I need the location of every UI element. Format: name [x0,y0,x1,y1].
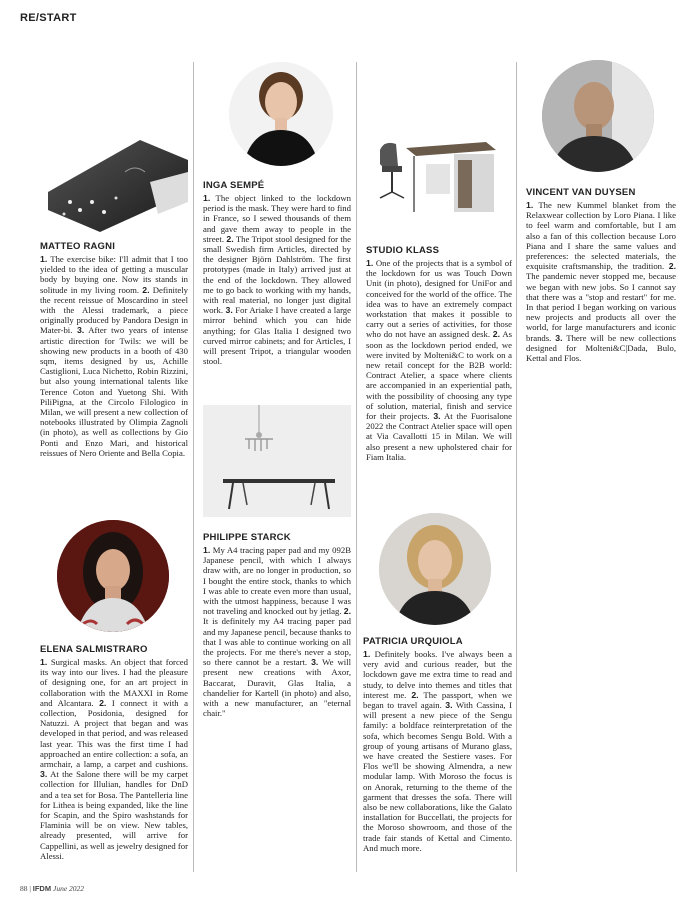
desk-chair-photo [366,120,512,230]
entry-patricia-urquiola [363,636,512,853]
notebook-photo [40,132,188,232]
page-number: 88 [20,884,28,893]
answers-text: 1. Definitely books. I've always been a very avid and curious reader, but the lockdown gave me extra time to read and study, to delve into themes and titles that interest me. 2. The passport, when we began to travel again. 3. With Cassina, I will present a new piece of the Sengu family: a boldface reinterpretation of the sofa, which becomes Sengu Bold. With a group of young artisans of Murano glass, we have created the Sestiere vases. For Flos we'll be showing Almendra, a new modular lamp. With Moroso the focus is on Anorak, returning to the theme of the garment that dresses the sofa. There will also be new collaborations, like the Galato installation for Buccellati, the projects for the Moroso showroom, and those of the trade fair stands of Kettal and Cimento. And much more. [363,649,512,853]
portrait-inga-sempe [229,62,333,166]
entry-philippe-starck [203,532,351,718]
designer-name: PATRICIA URQUIOLA [363,636,463,647]
column-divider [193,62,194,872]
magazine-name: IFDM [32,884,52,893]
entry-matteo-ragni [40,241,188,458]
answers-text: 1. My A4 tracing paper pad and my 092B Japanese pencil, with which I always draw with, are no longer in production, so I bought the entire stock, thanks to which I was able to create even more than usual, with the utmost happiness, because I was not traveling and knocked out by jetlag. 2. It is definitely my A4 tracing paper pad and my Japanese pencil, because thanks to that I was able to continue working on all the projects. For me there's never a stop, so there cannot be a restart. 3. We will present new creations with Axor, Baccarat, Duravit, Glas Italia, a chandelier for Kartell (in photo) and also, with a new manufacturer, an "eternal chair." [203,545,351,719]
page-footer: 88 | IFDM June 2022 [20,884,85,893]
portrait-patricia-urquiola [379,513,491,625]
chandelier-table-photo [203,405,351,517]
section-label: RE/START [20,12,77,24]
answers-text: 1. The exercise bike: I'll admit that I too yielded to the idea of getting a muscular body by buying one. Now its stands in solitude in my living room. 2. Definitely the recent reissue of Moscardino in steel with the Alessi trademark, a piece originally produced by Pandora Design in Mater-bi. 3. After two years of intense artistic direction for Twils: we will be showing new products in a booth of 430 sqm, items designed by us, Achille Castiglioni, Luca Nichetto, Robin Rizzini, but also young international talents like Terence Coton and Yuetong Shi. With PiliPigna, at the Circolo Filologico in Milan, we will present a new collection of notebooks illustrated by Olimpia Zagnoli (in photo), as well as collections by Gio Ponti and Enzo Mari, and historical reissues of Nero Oriente and Bella Copia. [40,254,188,458]
designer-name: ELENA SALMISTRARO [40,644,148,655]
answers-text: 1. One of the projects that is a symbol of the lockdown for us was Touch Down Unit (in photo), designed for UniFor and conceived for the world of the office. The idea was to have an extremely compact workstation that makes it possible to carry out a series of activities, for those who do not have an assigned desk. 2. As soon as the lockdown period ended, we were invited by Molteni&C to work on a new retail concept for the B2B world: Contract Atelier, a space where clients are accompanied in an experiential path, with the possibility of choosing any type of solution, material, finish and service for their projects. 3. At the Fuorisalone 2022 the Contract Atelier space will open at Via Cavallotti 15 in Milan. We will also present a new upholstered chair for Fiam Italia. [366,258,512,462]
portrait-vincent-van-duysen [542,60,654,172]
entry-studio-klass [366,245,512,462]
answers-text: 1. Surgical masks. An object that forced its way into our lives. I had the pleasure of designing one, for an art project in collaboration with the MAXXI in Rome and Alcantara. 2. I connect it with a collection, Posidonia, designed for Natuzzi. A project that began and was developed in that period, and was released last year. This was the first time I had approached an entire collection: a sofa, an armchair, a lamp, a carpet and cushions. 3. At the Salone there will be my carpet collection for Illulian, handles for DnD and a tea set for Bosa. The Pantelleria line for Lithea is being expanded, like the line for Scapin, and the Spiro washstands for Flaminia will be on view. New tables, already presented, will arrive for Cappellini, as well as jewelry designed for Alessi. [40,657,188,861]
issue-date: June 2022 [52,884,85,893]
entry-inga-sempe [203,180,351,366]
entry-elena-salmistraro [40,644,188,861]
answers-text: 1. The object linked to the lockdown period is the mask. They were hard to find in France, so I sewed thousands of them and gave them away to people in the street. 2. The Tripot stool designed for the small Swedish firm Articles, directed by the designer Björn Dahlström. The first prototypes (made in Italy) arrived just at the end of the lockdown. They allowed me to go back to working with my hands, with real material, no longer just digital work. 3. For Ariake I have created a large mirror behind which you can hide anything; for Glas Italia I designed two curved mirror cabinets; and for Articles, I will present Tripot, a triangular wooden stool. [203,193,352,367]
column-divider [356,62,357,872]
designer-name: STUDIO KLASS [366,245,440,256]
designer-name: MATTEO RAGNI [40,241,116,252]
designer-name: VINCENT VAN DUYSEN [526,187,636,198]
answers-text: 1. The new Kummel blanket from the Relaxwear collection by Loro Piana. I like to feel warm and comfortable, but I am also a fan of this collection because Loro Piana and I share the same values and preferences: the selected materials, the exquisite craftsmanship, the tradition. 2. The pandemic never stopped me, because we began with new jobs. So I cannot say that there was a "stop and restart" for me. In that period I began working on various new projects and products all over the world, for large manufacturers and iconic brands. 3. There will be new collections designed for Molteni&C|Dada, Bulo, Kettal and Flos. [526,200,676,364]
designer-name: PHILIPPE STARCK [203,532,291,543]
column-divider [516,62,517,872]
designer-name: INGA SEMPÉ [203,180,265,191]
portrait-elena-salmistraro [57,520,169,632]
entry-vincent-van-duysen [526,187,676,363]
